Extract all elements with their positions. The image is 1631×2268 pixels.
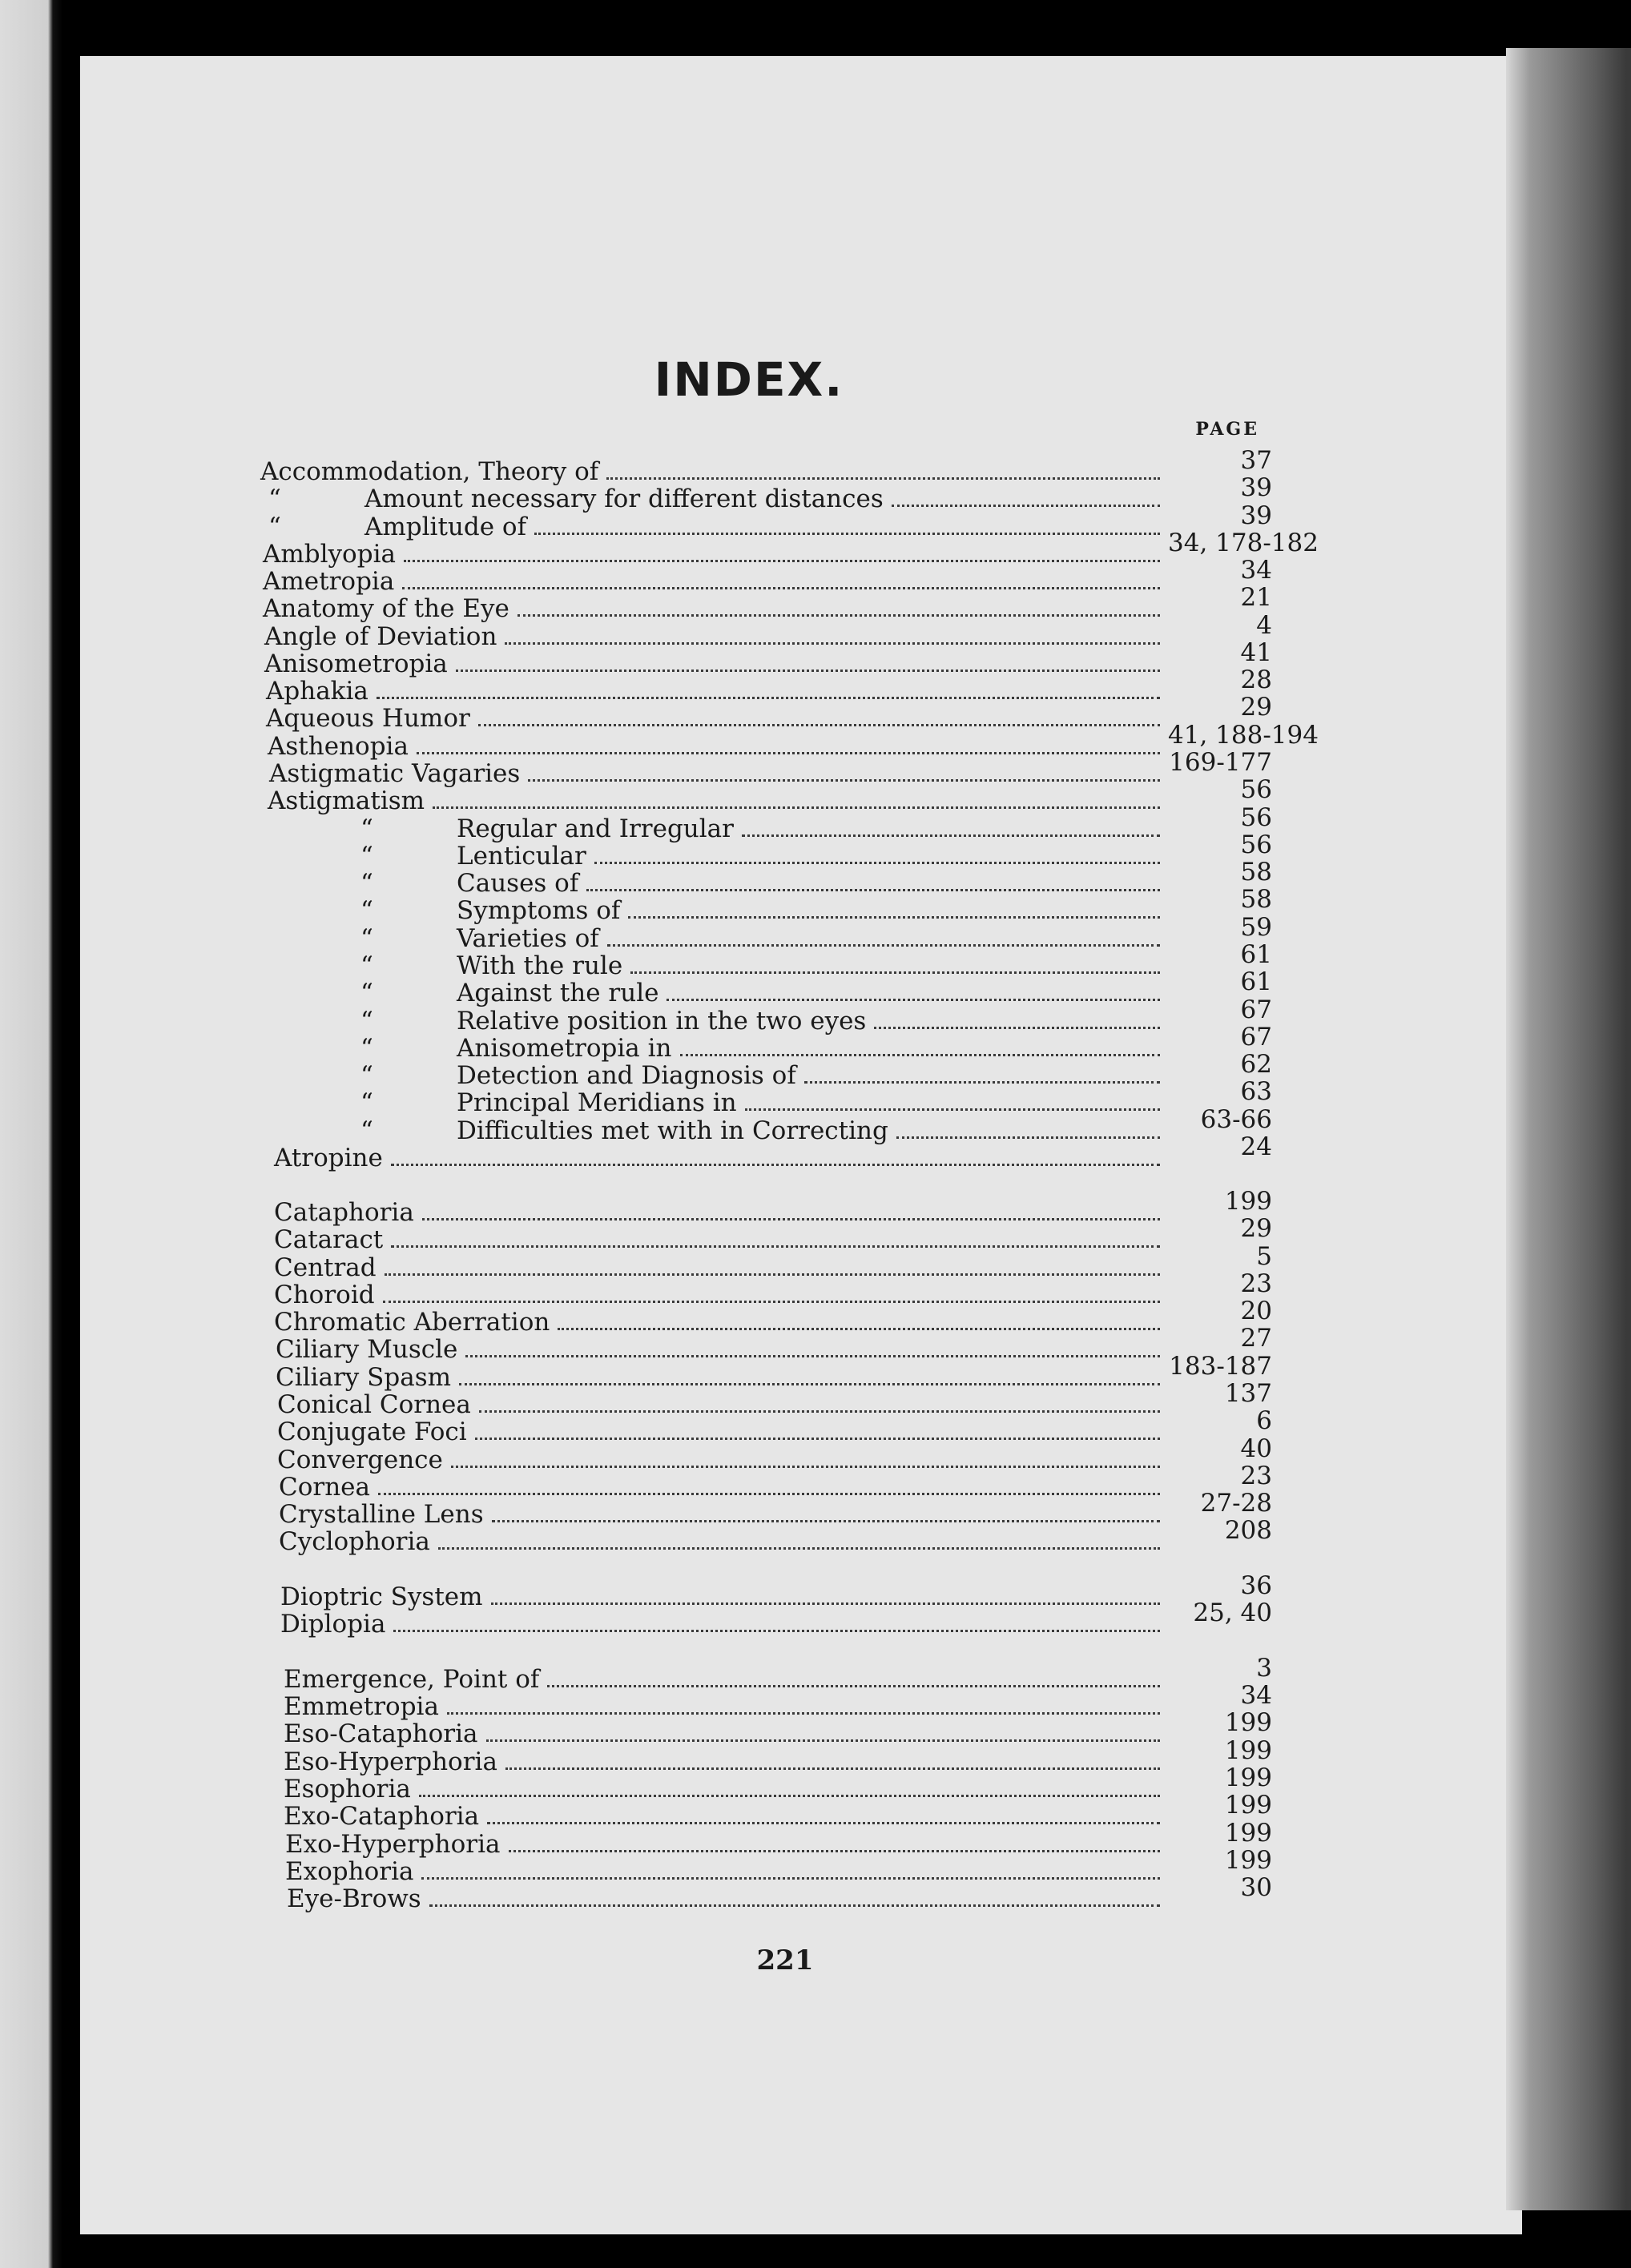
ditto-mark: “ [268, 485, 281, 513]
page-reference: 169-177 [1169, 748, 1272, 777]
ditto-mark: “ [360, 951, 373, 980]
index-subentry [352, 995, 1272, 1035]
index-entry [279, 1489, 1272, 1529]
dot-leader [666, 999, 1160, 1001]
index-term: Angle of Deviation [264, 622, 497, 651]
page-reference: 4 [1256, 611, 1272, 640]
index-term: Difficulties met with in Correcting [457, 1116, 888, 1145]
page-title: INDEX. [654, 352, 844, 407]
dot-leader [492, 1520, 1160, 1522]
index-term: Ciliary Spasm [276, 1363, 451, 1392]
dot-leader [404, 560, 1160, 562]
index-term: Eye-Brows [287, 1884, 421, 1913]
page-reference: 199 [1224, 1819, 1272, 1848]
ditto-mark: “ [360, 1061, 373, 1090]
page-number: 221 [756, 1944, 814, 1976]
dot-leader [465, 1355, 1160, 1357]
page-reference: 41 [1240, 638, 1272, 667]
page-reference: 199 [1224, 1763, 1272, 1792]
dot-leader [451, 1466, 1160, 1468]
ditto-mark: “ [360, 842, 373, 871]
index-entry [260, 446, 1272, 486]
dot-leader [534, 533, 1160, 535]
index-entry [263, 583, 1272, 623]
index-subentry [352, 803, 1272, 843]
index-term: Choroid [274, 1281, 375, 1309]
index-term: Chromatic Aberration [274, 1308, 550, 1337]
dot-leader [391, 1164, 1160, 1166]
dot-leader [385, 1273, 1160, 1276]
page-reference: 199 [1224, 1187, 1272, 1216]
index-term: Regular and Irregular [457, 814, 734, 843]
page-reference: 29 [1240, 1214, 1272, 1243]
index-term: Aphakia [266, 677, 368, 706]
page-reference: 30 [1240, 1873, 1272, 1902]
index-entry [285, 1819, 1272, 1859]
page-reference: 183-187 [1169, 1352, 1272, 1381]
page-reference: 56 [1240, 830, 1272, 859]
dot-leader [558, 1328, 1160, 1330]
index-entry [280, 1598, 1272, 1639]
page-reference: 34 [1240, 1681, 1272, 1710]
index-term: Lenticular [457, 842, 586, 871]
page-reference: 29 [1240, 693, 1272, 722]
page-reference: 58 [1240, 885, 1272, 914]
dot-leader [892, 505, 1160, 507]
page-reference: 61 [1240, 967, 1272, 996]
ditto-mark: “ [360, 1116, 373, 1145]
dot-leader [419, 1795, 1160, 1797]
dot-leader [606, 477, 1160, 480]
index-entry [266, 666, 1272, 706]
index-entry [285, 1846, 1272, 1886]
index-term: Anisometropia in [457, 1034, 672, 1063]
index-term: Emergence, Point of [284, 1665, 540, 1694]
page-reference: 67 [1240, 995, 1272, 1024]
page-reference: 23 [1240, 1462, 1272, 1490]
index-entry [263, 529, 1319, 569]
index-term: Exo-Hyperphoria [285, 1830, 501, 1859]
dot-leader [475, 1438, 1160, 1440]
dot-leader [486, 1739, 1160, 1742]
index-term: Eso-Hyperphoria [284, 1747, 497, 1776]
index-term: Ciliary Muscle [276, 1335, 458, 1364]
index-term: Atropine [274, 1144, 383, 1172]
dot-leader [680, 1054, 1161, 1056]
page-reference: 39 [1240, 501, 1272, 530]
index-term: Astigmatism [268, 786, 425, 815]
page-reference: 39 [1240, 473, 1272, 502]
page-reference: 63-66 [1200, 1105, 1272, 1134]
page-reference: 20 [1240, 1297, 1272, 1325]
dot-leader [586, 889, 1160, 891]
index-entry [268, 721, 1319, 761]
index-term: Against the rule [457, 979, 659, 1007]
dot-leader [429, 1904, 1160, 1907]
page-reference: 199 [1224, 1708, 1272, 1737]
dot-leader [630, 971, 1160, 974]
dot-leader [421, 1877, 1160, 1880]
dot-leader [742, 834, 1160, 837]
dot-leader [402, 587, 1160, 589]
dot-leader [422, 1218, 1160, 1220]
index-subentry [352, 885, 1272, 925]
index-entry [274, 1242, 1272, 1282]
page-column-heading: PAGE [1195, 419, 1259, 440]
index-term: Accommodation, Theory of [260, 457, 599, 486]
page-reference: 199 [1224, 1736, 1272, 1765]
ditto-mark: “ [360, 814, 373, 843]
index-term: Esophoria [284, 1775, 411, 1804]
index-term: Centrad [274, 1253, 377, 1282]
dot-leader [378, 1493, 1160, 1495]
dot-leader [487, 1822, 1160, 1824]
index-term: Relative position in the two eyes [457, 1007, 867, 1035]
index-entry [284, 1708, 1272, 1748]
page-reference: 137 [1224, 1379, 1272, 1408]
index-term: Principal Meridians in [457, 1088, 737, 1117]
page-reference: 40 [1240, 1434, 1272, 1463]
ditto-mark: “ [360, 896, 373, 925]
page-reference: 27-28 [1200, 1489, 1272, 1518]
index-term: Cataphoria [274, 1198, 414, 1227]
page-reference: 21 [1240, 583, 1272, 612]
index-subentry [352, 913, 1272, 953]
index-entry [269, 748, 1272, 788]
index-entry [284, 1681, 1272, 1721]
index-term: Cornea [279, 1473, 370, 1502]
dot-leader [393, 1630, 1160, 1632]
index-term: With the rule [457, 951, 623, 980]
page-reference: 63 [1240, 1077, 1272, 1106]
page-reference: 24 [1240, 1132, 1272, 1161]
page-reference: 56 [1240, 775, 1272, 804]
dot-leader [594, 862, 1160, 864]
index-subentry [352, 1105, 1272, 1145]
dot-leader [479, 1410, 1160, 1413]
index-subentry [352, 1077, 1272, 1117]
dot-leader [433, 806, 1160, 809]
page-reference: 23 [1240, 1269, 1272, 1298]
page-reference: 25, 40 [1193, 1598, 1272, 1627]
page-reference: 67 [1240, 1023, 1272, 1052]
page-reference: 199 [1224, 1846, 1272, 1875]
page-reference: 5 [1256, 1242, 1272, 1271]
index-entry [276, 1352, 1272, 1392]
index-subentry [352, 940, 1272, 980]
index-entry [266, 693, 1272, 733]
index-term: Anisometropia [264, 649, 448, 678]
index-term: Ametropia [263, 567, 395, 596]
page-reference: 6 [1256, 1406, 1272, 1435]
dot-leader [383, 1301, 1160, 1303]
index-entry [277, 1406, 1272, 1446]
index-subentry [352, 1023, 1272, 1063]
index-term: Amblyopia [263, 540, 396, 569]
page-reference: 56 [1240, 803, 1272, 832]
index-term: Cataract [274, 1225, 384, 1254]
page-reference: 59 [1240, 913, 1272, 942]
index-entry [279, 1462, 1272, 1502]
page-reference: 27 [1240, 1324, 1272, 1353]
index-term: Conjugate Foci [277, 1418, 467, 1446]
index-term: Anatomy of the Eye [263, 594, 509, 623]
dot-leader [505, 642, 1160, 645]
dot-leader [528, 779, 1160, 782]
index-term: Diplopia [280, 1610, 386, 1639]
page-reference: 34, 178-182 [1168, 529, 1319, 557]
ditto-mark: “ [360, 1007, 373, 1035]
index-entry [276, 1324, 1272, 1364]
page-reference: 208 [1224, 1516, 1272, 1545]
dot-leader [391, 1245, 1160, 1248]
ditto-mark: “ [360, 869, 373, 898]
index-term: Conical Cornea [277, 1390, 471, 1419]
dot-leader [459, 1383, 1160, 1385]
dot-leader [478, 724, 1160, 726]
index-term: Amplitude of [364, 513, 527, 541]
dot-leader [517, 614, 1160, 617]
page-reference: 58 [1240, 858, 1272, 887]
index-term: Dioptric System [280, 1582, 483, 1611]
index-term: Asthenopia [268, 732, 409, 761]
dot-leader [896, 1136, 1160, 1139]
index-entry [274, 1297, 1272, 1337]
index-entry [268, 775, 1272, 815]
index-term: Symptoms of [457, 896, 621, 925]
page-reference: 36 [1240, 1571, 1272, 1600]
index-term: Crystalline Lens [279, 1500, 484, 1529]
index-entry [280, 1571, 1272, 1611]
index-entry [279, 1516, 1272, 1556]
dot-leader [509, 1850, 1161, 1852]
ditto-mark: “ [360, 924, 373, 953]
dot-leader [745, 1108, 1160, 1111]
index-entry [284, 1763, 1272, 1804]
page-reference: 62 [1240, 1050, 1272, 1079]
index-subentry [260, 501, 1272, 541]
ditto-mark: “ [360, 979, 373, 1007]
dot-leader [377, 697, 1160, 699]
index-term: Varieties of [457, 924, 599, 953]
index-subentry [352, 858, 1272, 898]
index-entry [284, 1791, 1272, 1831]
index-entry [274, 1214, 1272, 1254]
index-entry [274, 1269, 1272, 1309]
index-entry [277, 1379, 1272, 1419]
index-term: Detection and Diagnosis of [457, 1061, 796, 1090]
dot-leader [547, 1685, 1160, 1687]
page-reference: 34 [1240, 556, 1272, 585]
index-subentry [352, 1050, 1272, 1090]
index-term: Eso-Cataphoria [284, 1719, 478, 1748]
page-reference: 37 [1240, 446, 1272, 475]
index-subentry [260, 473, 1272, 513]
dot-leader [438, 1547, 1160, 1550]
ditto-mark: “ [360, 1034, 373, 1063]
index-entry [264, 611, 1272, 651]
index-term: Aqueous Humor [266, 704, 470, 733]
index-term: Exo-Cataphoria [284, 1802, 480, 1831]
page-reference: 61 [1240, 940, 1272, 969]
index-term: Convergence [277, 1446, 443, 1474]
index-term: Exophoria [285, 1857, 414, 1886]
page-reference: 28 [1240, 666, 1272, 694]
index-entry [274, 1187, 1272, 1227]
dot-leader [804, 1081, 1160, 1084]
index-term: Amount necessary for different distances [364, 485, 884, 513]
index-subentry [352, 967, 1272, 1007]
dot-leader [417, 752, 1160, 754]
dot-leader [456, 670, 1160, 672]
dot-leader [491, 1602, 1160, 1605]
dot-leader [628, 916, 1160, 919]
dot-leader [447, 1712, 1160, 1715]
dot-leader [607, 944, 1160, 947]
index-entry [277, 1434, 1272, 1474]
index-term: Astigmatic Vagaries [269, 759, 521, 788]
page-reference: 41, 188-194 [1168, 721, 1319, 750]
index-entry [263, 556, 1272, 596]
page-reference: 3 [1256, 1654, 1272, 1683]
index-entry [287, 1873, 1272, 1913]
ditto-mark: “ [268, 513, 281, 541]
index-entry [264, 638, 1272, 678]
dot-leader [874, 1027, 1160, 1029]
index-term: Cyclophoria [279, 1527, 430, 1556]
dot-leader [505, 1767, 1160, 1770]
index-term: Causes of [457, 869, 579, 898]
index-entry [284, 1654, 1272, 1694]
ditto-mark: “ [360, 1088, 373, 1117]
index-entry [274, 1132, 1272, 1172]
index-subentry [352, 830, 1272, 871]
page-reference: 199 [1224, 1791, 1272, 1820]
index-entry [284, 1736, 1272, 1776]
index-term: Emmetropia [284, 1692, 439, 1721]
